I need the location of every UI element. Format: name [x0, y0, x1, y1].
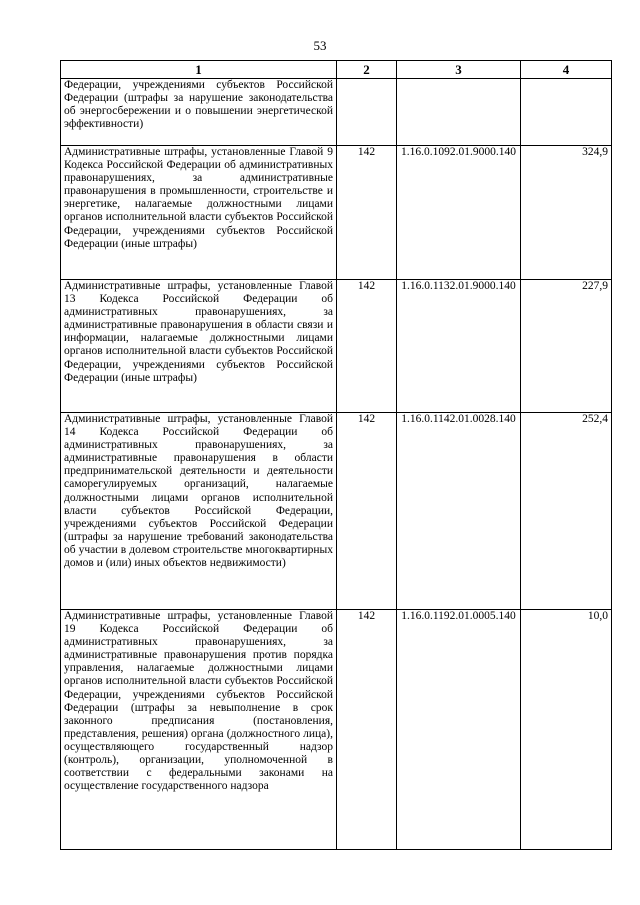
row-amount: 252,4	[521, 413, 612, 610]
row-description: Федерации, учреждениями субъектов Российской Федерации (штрафы за нарушение законодательства об энергосбережении и о повышении энергетической эффективности)	[61, 79, 337, 146]
column-header-kbk: 3	[397, 61, 521, 79]
table-row	[61, 413, 612, 610]
row-kbk: 1.16.0.1092.01.9000.140	[397, 146, 521, 280]
table-row	[61, 280, 612, 413]
row-description: Административные штрафы, установленные Главой 19 Кодекса Российской Федерации об административных правонарушениях, за административные правонарушения против порядка управления, налагаемые должностными лицами органов исполнительной власти субъектов Российской Федерации, учреждениями субъектов Российской Федерации (штрафы за невыполнение в срок законного предписания (постановления, представления, решения) органа (должностного лица), осуществляющего государственный надзор (контроль), организации, уполномоченной в соответствии с федеральными законами на осуществление государственного надзора	[61, 610, 337, 850]
table-header-row	[61, 61, 612, 79]
row-amount	[521, 79, 612, 146]
row-code	[337, 79, 397, 146]
column-header-amount: 4	[521, 61, 612, 79]
row-description: Административные штрафы, установленные Главой 9 Кодекса Российской Федерации об административных правонарушениях, за административные правонарушения в промышленности, строительстве и энергетике, налагаемые должностными лицами органов исполнительной власти субъектов Российской Федерации, учреждениями субъектов Российской Федерации (иные штрафы)	[61, 146, 337, 280]
row-kbk: 1.16.0.1142.01.0028.140	[397, 413, 521, 610]
row-description: Административные штрафы, установленные Главой 13 Кодекса Российской Федерации об административных правонарушениях, за административные правонарушения в области связи и информации, налагаемые должностными лицами органов исполнительной власти субъектов Российской Федерации, учреждениями субъектов Российской Федерации (иные штрафы)	[61, 280, 337, 413]
table-row	[61, 79, 612, 146]
row-code: 142	[337, 610, 397, 850]
row-kbk: 1.16.0.1192.01.0005.140	[397, 610, 521, 850]
row-amount: 10,0	[521, 610, 612, 850]
column-header-description: 1	[61, 61, 337, 79]
budget-table	[60, 60, 612, 850]
table-row	[61, 146, 612, 280]
page-number: 53	[313, 38, 327, 53]
row-amount: 227,9	[521, 280, 612, 413]
row-amount: 324,9	[521, 146, 612, 280]
row-kbk: 1.16.0.1132.01.9000.140	[397, 280, 521, 413]
row-code: 142	[337, 280, 397, 413]
table-row	[61, 610, 612, 850]
column-header-code: 2	[337, 61, 397, 79]
row-code: 142	[337, 146, 397, 280]
row-description: Административные штрафы, установленные Главой 14 Кодекса Российской Федерации об административных правонарушениях, за административные правонарушения в области предпринимательской деятельности и деятельности саморегулируемых организаций, налагаемые должностными лицами органов исполнительной власти субъектов Российской Федерации, учреждениями субъектов Российской Федерации (штрафы за нарушение требований законодательства об участии в долевом строительстве многоквартирных домов и (или) иных объектов недвижимости)	[61, 413, 337, 610]
row-code: 142	[337, 413, 397, 610]
row-kbk	[397, 79, 521, 146]
